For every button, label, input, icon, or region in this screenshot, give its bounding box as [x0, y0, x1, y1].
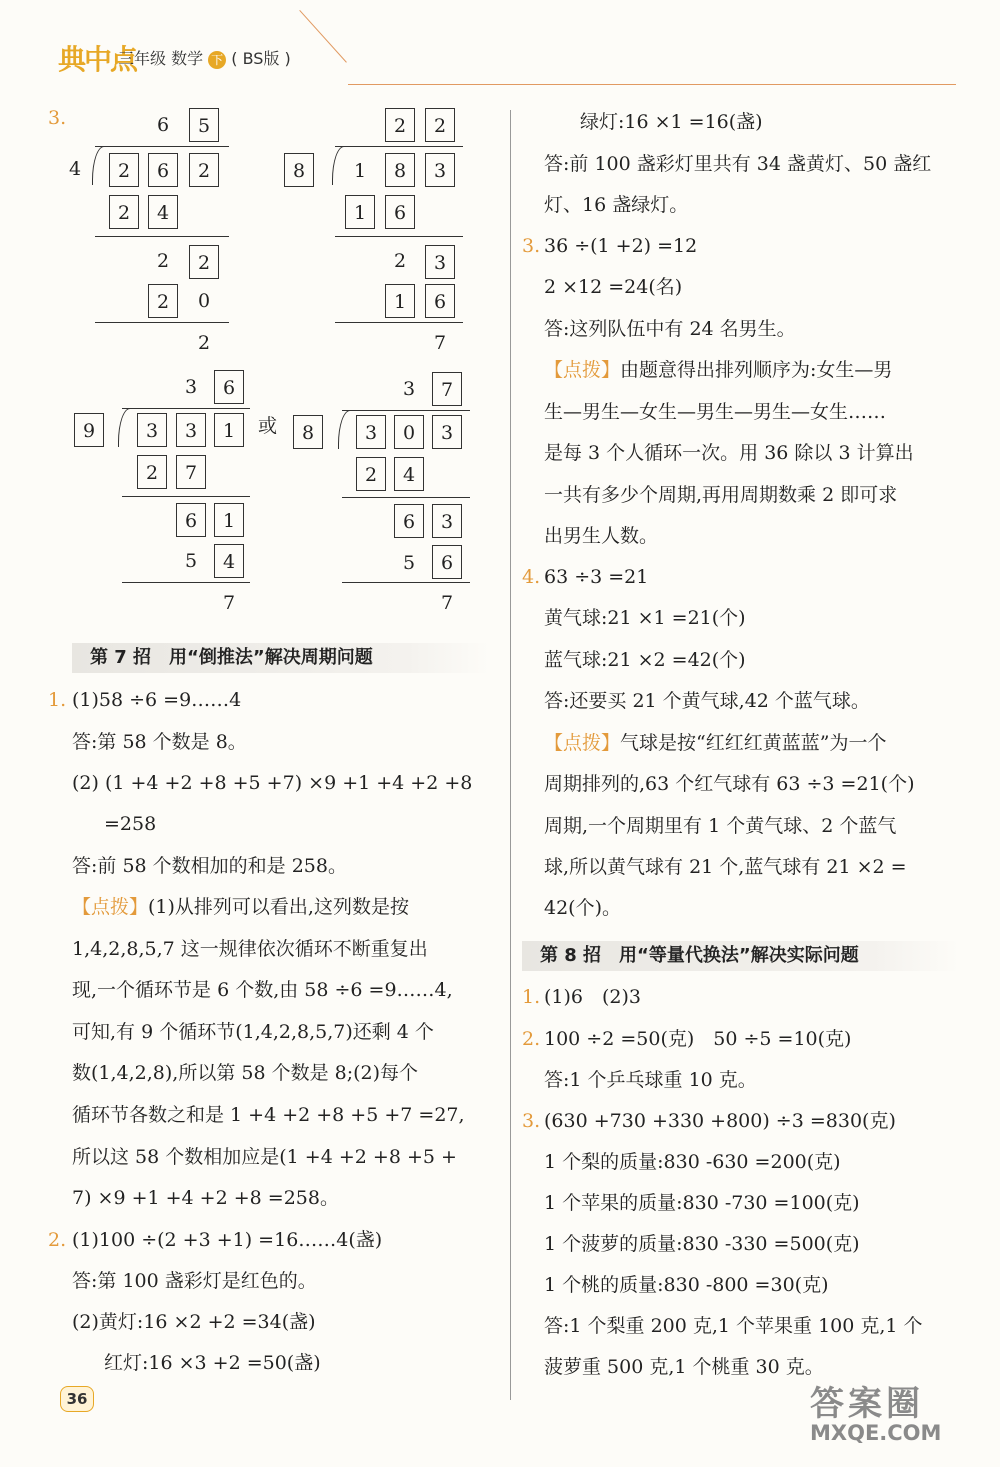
section-title-7: 第 7 招 用“倒推法”解决周期问题: [72, 643, 490, 673]
hint-line: 是每 3 个人循环一次。用 36 除以 3 计算出: [544, 442, 914, 464]
watermark-title: 答案圈: [810, 1384, 924, 1424]
answer-line: 答:前 100 盏彩灯里共有 34 盏黄灯、50 盏红: [544, 153, 932, 175]
product-box: 6: [432, 545, 462, 579]
subtract-line: [342, 497, 470, 498]
brand-logo: 典中点: [58, 43, 137, 76]
dividend-digit: 1: [353, 160, 367, 182]
answer-line: 1 个菠萝的质量:830 -330 =500(克): [544, 1233, 860, 1255]
remainder-box: 3: [425, 245, 455, 279]
answer-line: 答:第 100 盏彩灯是红色的。: [72, 1270, 317, 1292]
answer-line: 1 个苹果的质量:830 -730 =100(克): [544, 1192, 860, 1214]
dividend-box: 3: [176, 413, 206, 447]
watermark-url: MXQE.COM: [810, 1421, 942, 1445]
answer-line: (1)100 ÷(2 +3 +1) =16……4(盏): [72, 1229, 383, 1251]
product-box: 4: [148, 195, 178, 229]
answer-line: 红灯:16 ×3 +2 =50(盏): [104, 1352, 321, 1374]
dividend-box: 3: [356, 415, 386, 449]
subtract-line: [335, 236, 463, 237]
hint-line: 生—男生—女生—男生—男生—女生……: [544, 401, 887, 423]
header-decor-diagonal: [299, 10, 347, 63]
dividend-box: 6: [148, 153, 178, 187]
answer-line: 答:第 58 个数是 8。: [72, 731, 247, 753]
final-remainder: 2: [197, 332, 211, 354]
quotient-box: 2: [385, 108, 415, 142]
answer-line: 答:前 58 个数相加的和是 258。: [72, 855, 347, 877]
subtract-line: [122, 496, 250, 497]
answer-line: 答:这列队伍中有 24 名男生。: [544, 318, 796, 340]
question-number: 3.: [522, 235, 541, 257]
volume-badge: 下: [208, 51, 226, 69]
answer-line: (1)58 ÷6 =9……4: [72, 689, 242, 711]
hint-line: 1,4,2,8,5,7 这一规律依次循环不断重复出: [72, 938, 428, 960]
question-number: 2.: [522, 1028, 541, 1050]
answer-line: 63 ÷3 =21: [544, 566, 649, 588]
product-box: 4: [394, 457, 424, 491]
hint-line: 球,所以黄气球有 21 个,蓝气球有 21 ×2 =: [544, 856, 907, 878]
dividend-box: 3: [425, 153, 455, 187]
division-bar: [122, 408, 250, 409]
answer-line: 答:1 个乒乓球重 10 克。: [544, 1069, 757, 1091]
grade-subject: 三年级 数学: [118, 49, 204, 68]
answer-line: 答:还要买 21 个黄气球,42 个蓝气球。: [544, 690, 870, 712]
hint-line: [544, 358, 892, 382]
edition-label: ( BS版 ): [231, 49, 291, 68]
hint-text: 由题意得出排列顺序为:女生—男: [620, 359, 893, 381]
hint-line: [72, 895, 409, 919]
product-digit: 0: [197, 290, 211, 312]
product-box: 7: [176, 455, 206, 489]
product-box: 2: [109, 195, 139, 229]
hint-line: 周期,一个周期里有 1 个黄气球、2 个蓝气: [544, 815, 897, 837]
division-bar: [335, 146, 463, 147]
dividend-box: 3: [432, 415, 462, 449]
column-divider: [510, 110, 511, 1400]
answer-line: 蓝气球:21 ×2 =42(个): [544, 649, 746, 671]
quotient-box: 7: [432, 372, 462, 406]
answer-line: 36 ÷(1 +2) =12: [544, 235, 698, 257]
final-remainder: 7: [440, 592, 454, 614]
hint-text: 气球是按“红红红黄蓝蓝”为一个: [620, 732, 887, 754]
dividend-box: 2: [189, 153, 219, 187]
question-number: 3.: [48, 107, 67, 129]
hint-line: 周期排列的,63 个红气球有 63 ÷3 =21(个): [544, 773, 915, 795]
answer-line: 1 个桃的质量:830 -800 =30(克): [544, 1274, 829, 1296]
subtract-line: [95, 236, 229, 237]
quotient-box: 5: [189, 108, 219, 142]
remainder-box: 6: [176, 503, 206, 537]
question-number: 1.: [48, 689, 67, 711]
product-box: 6: [385, 195, 415, 229]
answer-line: 菠萝重 500 克,1 个桃重 30 克。: [544, 1356, 824, 1378]
hint-line: 可知,有 9 个循环节(1,4,2,8,5,7)还剩 4 个: [72, 1021, 434, 1043]
hint-line: [544, 731, 886, 755]
product-box: 2: [356, 457, 386, 491]
final-remainder: 7: [222, 592, 236, 614]
answer-line: (630 +730 +330 +800) ÷3 =830(克): [544, 1110, 896, 1132]
hint-line: 所以这 58 个数相加应是(1 +4 +2 +8 +5 +: [72, 1146, 457, 1168]
answer-line: 答:1 个梨重 200 克,1 个苹果重 100 克,1 个: [544, 1315, 923, 1337]
header-subtitle: [118, 46, 291, 69]
product-box: 6: [425, 284, 455, 318]
or-label: 或: [258, 415, 278, 437]
division-bar: [95, 146, 229, 147]
final-remainder: 7: [433, 332, 447, 354]
hint-line: 7) ×9 +1 +4 +2 +8 =258。: [72, 1187, 339, 1209]
answer-line: 100 ÷2 =50(克) 50 ÷5 =10(克): [544, 1028, 852, 1050]
remainder-digit: 2: [156, 250, 170, 272]
dividend-box: 0: [394, 415, 424, 449]
dividend-box: 3: [137, 413, 167, 447]
division-bracket: [338, 410, 353, 449]
hint-line: 现,一个循环节是 6 个数,由 58 ÷6 =9……4,: [72, 979, 453, 1001]
dividend-box: 2: [109, 153, 139, 187]
subtract-line: [122, 582, 250, 583]
remainder-box: 1: [214, 503, 244, 537]
answer-line: =258: [104, 813, 157, 835]
hint-tag: 【点拨】: [544, 359, 621, 381]
answer-line: 1 个梨的质量:830 -630 =200(克): [544, 1151, 841, 1173]
divisor-digit: 4: [68, 158, 82, 180]
answer-line: (2)黄灯:16 ×2 +2 =34(盏): [72, 1311, 316, 1333]
hint-line: 42(个)。: [544, 897, 622, 919]
question-number: 3.: [522, 1110, 541, 1132]
remainder-box: 3: [432, 504, 462, 538]
hint-text: (1)从排列可以看出,这列数是按: [148, 896, 409, 918]
hint-line: 一共有多少个周期,再用周期数乘 2 即可求: [544, 484, 898, 506]
hint-line: 循环节各数之和是 1 +4 +2 +8 +5 +7 =27,: [72, 1104, 465, 1126]
subtract-line: [342, 582, 470, 583]
subtract-line: [95, 322, 229, 323]
page-number: 36: [60, 1386, 94, 1412]
answer-line: (2) (1 +4 +2 +8 +5 +7) ×9 +1 +4 +2 +8: [72, 772, 473, 794]
hint-tag: 【点拨】: [544, 732, 621, 754]
product-box: 2: [137, 455, 167, 489]
divisor-box: 8: [293, 415, 323, 449]
remainder-digit: 2: [393, 250, 407, 272]
question-number: 2.: [48, 1229, 67, 1251]
answer-line: 绿灯:16 ×1 =16(盏): [580, 111, 763, 133]
product-digit: 5: [402, 552, 416, 574]
divisor-box: 8: [284, 153, 314, 187]
answer-line: (1)6 (2)3: [544, 986, 642, 1008]
divisor-box: 9: [74, 413, 104, 447]
question-number: 1.: [522, 986, 541, 1008]
hint-tag: 【点拨】: [72, 896, 149, 918]
quotient-box: 6: [214, 370, 244, 404]
division-bracket: [118, 408, 133, 447]
product-box: 1: [385, 284, 415, 318]
product-box: 2: [148, 284, 178, 318]
dividend-box: 8: [385, 153, 415, 187]
answer-line: 2 ×12 =24(名): [544, 276, 683, 298]
product-digit: 5: [184, 550, 198, 572]
header-rule: [348, 84, 956, 85]
division-bar: [342, 410, 470, 411]
subtract-line: [335, 322, 463, 323]
answer-line: 灯、16 盏绿灯。: [544, 194, 689, 216]
quotient-digit: 3: [184, 376, 198, 398]
hint-line: 数(1,4,2,8),所以第 58 个数是 8;(2)每个: [72, 1062, 419, 1084]
page-header: [0, 0, 1000, 100]
remainder-box: 6: [394, 504, 424, 538]
quotient-box: 2: [425, 108, 455, 142]
quotient-digit: 6: [156, 114, 170, 136]
question-number: 4.: [522, 566, 541, 588]
product-box: 1: [345, 195, 375, 229]
dividend-box: 1: [214, 413, 244, 447]
hint-line: 出男生人数。: [544, 525, 659, 547]
product-box: 4: [214, 544, 244, 578]
section-title-8: 第 8 招 用“等量代换法”解决实际问题: [522, 941, 960, 971]
quotient-digit: 3: [402, 378, 416, 400]
remainder-box: 2: [189, 245, 219, 279]
answer-line: 黄气球:21 ×1 =21(个): [544, 607, 746, 629]
division-bracket: [92, 146, 107, 185]
watermark: [810, 1376, 980, 1445]
